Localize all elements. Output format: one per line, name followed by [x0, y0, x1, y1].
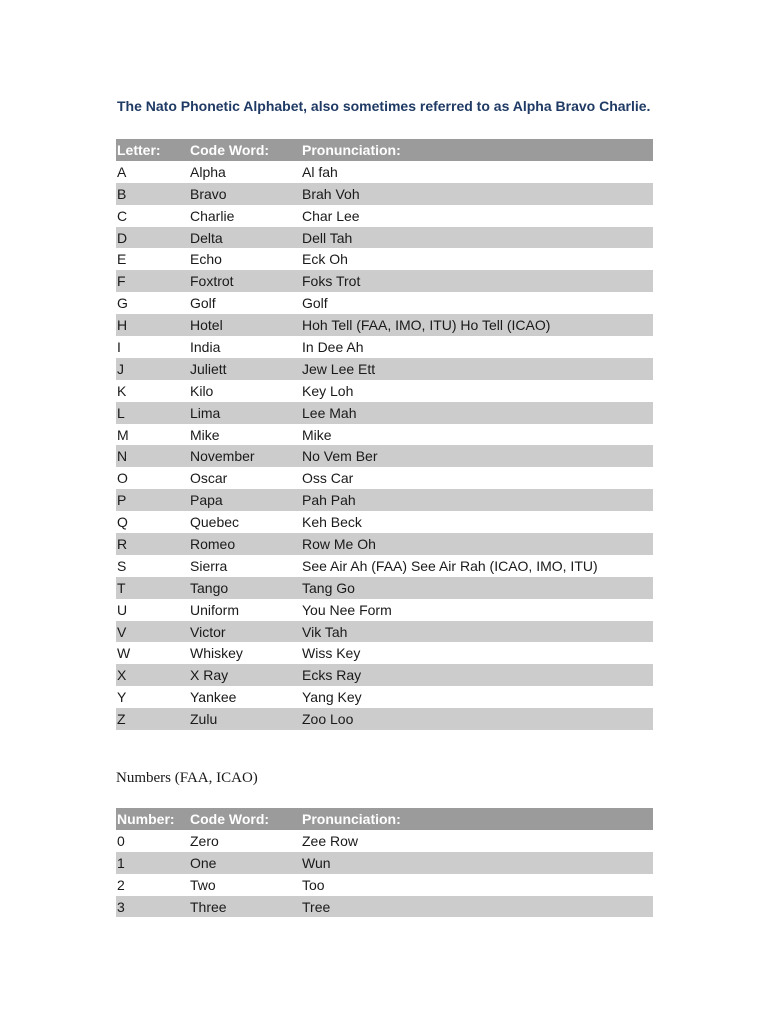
code-word-cell: Alpha	[190, 163, 226, 180]
code-word-cell: One	[189, 852, 301, 874]
letter-cell: K	[117, 382, 127, 399]
letter-cell: D	[116, 227, 189, 249]
numbers-table	[116, 808, 653, 917]
code-word-cell: Kilo	[190, 382, 214, 399]
letters-table-body	[116, 161, 653, 730]
code-word-cell: X Ray	[189, 664, 301, 686]
table-row	[116, 161, 653, 183]
number-cell: 1	[116, 852, 189, 874]
pronunciation-cell: Yang Key	[302, 689, 362, 706]
letter-cell: H	[116, 314, 189, 336]
pronunciation-cell: You Nee Form	[302, 601, 392, 618]
code-word-cell: Hotel	[189, 314, 301, 336]
letter-cell: M	[117, 426, 129, 443]
pronunciation-cell: Golf	[302, 295, 328, 312]
code-word-cell: Zero	[190, 832, 219, 849]
code-word-cell: Charlie	[190, 207, 235, 224]
letter-cell: R	[116, 533, 189, 555]
code-word-cell: November	[189, 445, 301, 467]
pronunciation-cell: Ecks Ray	[301, 664, 653, 686]
table-row	[116, 270, 653, 292]
pronunciation-cell: Pah Pah	[301, 489, 653, 511]
code-word-cell: Mike	[190, 426, 220, 443]
pronunciation-cell: Vik Tah	[301, 621, 653, 643]
code-word-cell: Romeo	[189, 533, 301, 555]
pronunciation-cell: Keh Beck	[302, 514, 362, 531]
table-row	[116, 314, 653, 336]
number-column-header: Number:	[116, 808, 189, 830]
code-word-cell: Juliett	[189, 358, 301, 380]
letter-cell: Z	[116, 708, 189, 730]
letter-cell: T	[116, 577, 189, 599]
table-row	[116, 896, 653, 918]
letter-cell: Y	[117, 689, 127, 706]
pronunciation-cell: Oss Car	[302, 470, 354, 487]
letters-table	[116, 139, 653, 730]
letter-cell: L	[116, 402, 189, 424]
number-cell: 0	[117, 832, 125, 849]
code-word-cell: Two	[190, 876, 216, 893]
code-word-cell: Zulu	[189, 708, 301, 730]
table-row	[116, 533, 653, 555]
pronunciation-cell: Jew Lee Ett	[301, 358, 653, 380]
table-row	[116, 467, 653, 489]
table-row	[116, 292, 653, 314]
pronunciation-column-header: Pronunciation:	[301, 139, 653, 161]
code-word-cell: Quebec	[190, 514, 240, 531]
pronunciation-cell: Tree	[301, 896, 653, 918]
pronunciation-cell: Wiss Key	[302, 645, 361, 662]
table-row	[116, 205, 653, 227]
letter-cell: S	[117, 557, 127, 574]
pronunciation-cell: Hoh Tell (FAA, IMO, ITU) Ho Tell (ICAO)	[301, 314, 653, 336]
number-cell: 3	[116, 896, 189, 918]
numbers-heading: Numbers (FAA, ICAO)	[116, 770, 258, 786]
table-row	[116, 445, 653, 467]
letter-cell: F	[116, 270, 189, 292]
table-row	[116, 380, 653, 402]
table-row	[116, 708, 653, 730]
table-row	[116, 248, 653, 270]
letter-cell: U	[117, 601, 128, 618]
code-word-cell: Delta	[189, 227, 301, 249]
code-word-cell: Victor	[189, 621, 301, 643]
code-word-cell: India	[190, 338, 221, 355]
pronunciation-cell: Lee Mah	[301, 402, 653, 424]
table-row	[116, 555, 653, 577]
letter-cell: W	[117, 645, 131, 662]
number-cell: 2	[117, 876, 125, 893]
table-row	[116, 402, 653, 424]
letter-cell: A	[117, 163, 127, 180]
pronunciation-cell: Foks Trot	[301, 270, 653, 292]
code-word-cell: Echo	[190, 251, 222, 268]
pronunciation-cell: Zoo Loo	[301, 708, 653, 730]
table-row	[116, 227, 653, 249]
code-word-cell: Yankee	[190, 689, 237, 706]
pronunciation-cell: Brah Voh	[301, 183, 653, 205]
letter-cell: X	[116, 664, 189, 686]
pronunciation-cell: No Vem Ber	[301, 445, 653, 467]
table-row	[116, 830, 653, 852]
pronunciation-cell: Zee Row	[302, 832, 359, 849]
table-row	[116, 577, 653, 599]
table-row	[116, 424, 653, 446]
code-word-cell: Bravo	[189, 183, 301, 205]
table-row	[116, 358, 653, 380]
table-row	[116, 686, 653, 708]
pronunciation-cell: Tang Go	[301, 577, 653, 599]
letter-column-header: Letter:	[116, 139, 189, 161]
letter-cell: N	[116, 445, 189, 467]
table-row	[116, 852, 653, 874]
table-row	[116, 599, 653, 621]
letter-cell: I	[117, 338, 121, 355]
letters-header-row	[116, 139, 653, 161]
code-word-column-header: Code Word:	[189, 139, 301, 161]
pronunciation-cell: Too	[302, 876, 325, 893]
letter-cell: O	[117, 470, 128, 487]
code-word-cell: Uniform	[190, 601, 240, 618]
page-title: The Nato Phonetic Alphabet, also sometimes referred to as Alpha Bravo Charlie.	[117, 98, 651, 114]
pronunciation-cell: See Air Ah (FAA) See Air Rah (ICAO, IMO, ITU)	[302, 557, 598, 574]
numbers-header-row	[116, 808, 653, 830]
code-word-cell: Papa	[189, 489, 301, 511]
table-row	[116, 336, 653, 358]
pronunciation-cell: Char Lee	[302, 207, 360, 224]
pronunciation-cell: In Dee Ah	[302, 338, 364, 355]
pronunciation-cell: Wun	[301, 852, 653, 874]
code-word-cell: Foxtrot	[189, 270, 301, 292]
letter-cell: C	[117, 207, 128, 224]
code-word-cell: Sierra	[190, 557, 228, 574]
code-word-cell: Tango	[189, 577, 301, 599]
table-row	[116, 874, 653, 896]
table-row	[116, 511, 653, 533]
pronunciation-cell: Dell Tah	[301, 227, 653, 249]
code-word-column-header: Code Word:	[189, 808, 301, 830]
letter-cell: Q	[117, 514, 128, 531]
letter-cell: B	[116, 183, 189, 205]
pronunciation-cell: Key Loh	[302, 382, 354, 399]
code-word-cell: Oscar	[190, 470, 228, 487]
code-word-cell: Lima	[189, 402, 301, 424]
pronunciation-cell: Mike	[302, 426, 332, 443]
table-row	[116, 664, 653, 686]
pronunciation-cell: Eck Oh	[302, 251, 348, 268]
letter-cell: J	[116, 358, 189, 380]
code-word-cell: Golf	[190, 295, 216, 312]
letter-cell: V	[116, 621, 189, 643]
table-row	[116, 621, 653, 643]
code-word-cell: Whiskey	[190, 645, 243, 662]
table-row	[116, 642, 653, 664]
letter-cell: G	[117, 295, 128, 312]
letter-cell: E	[117, 251, 127, 268]
pronunciation-column-header: Pronunciation:	[301, 808, 653, 830]
letter-cell: P	[116, 489, 189, 511]
pronunciation-cell: Al fah	[302, 163, 338, 180]
table-row	[116, 489, 653, 511]
table-row	[116, 183, 653, 205]
pronunciation-cell: Row Me Oh	[301, 533, 653, 555]
numbers-table-body	[116, 830, 653, 918]
code-word-cell: Three	[189, 896, 301, 918]
